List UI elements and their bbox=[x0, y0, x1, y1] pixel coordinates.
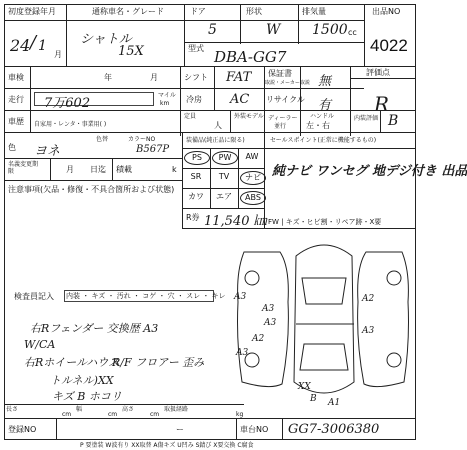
grid-line bbox=[4, 404, 244, 405]
mileage-label: 走行 bbox=[8, 95, 24, 104]
change-day: 日迄 bbox=[90, 165, 106, 174]
model-label: 型式 bbox=[188, 44, 204, 53]
ac-label: 冷房 bbox=[186, 95, 202, 104]
width-unit: cm bbox=[108, 411, 118, 418]
ac-value: AC bbox=[230, 92, 250, 107]
grid-line bbox=[380, 110, 381, 132]
note-line: トルネル)XX bbox=[50, 374, 114, 387]
note-line: 右Rフェンダー 交換歴 A3 bbox=[30, 322, 159, 335]
grid-line bbox=[350, 78, 416, 79]
equipment-item: PW bbox=[212, 151, 238, 165]
sales-label: セールスポイント(正常に機能するもの) bbox=[270, 137, 377, 144]
grid-line bbox=[238, 148, 239, 208]
recycle-label: リサイクル bbox=[266, 95, 305, 104]
grid-line bbox=[240, 4, 241, 44]
note-line: W/CA bbox=[24, 338, 56, 351]
first-reg-month: 1 bbox=[38, 38, 47, 54]
grid-line bbox=[182, 132, 183, 228]
reg-no-label: 登録NO bbox=[8, 425, 37, 434]
note-line: 右Rホイールハウス bbox=[24, 356, 119, 369]
interior-value: B bbox=[388, 113, 399, 129]
lot-number: 4022 bbox=[370, 36, 408, 55]
equipment-item: カワ bbox=[188, 192, 204, 201]
width-label: 幅 bbox=[76, 406, 83, 413]
kg-unit: kg bbox=[236, 411, 244, 418]
grid-line bbox=[210, 148, 211, 208]
grid-line bbox=[4, 180, 182, 181]
grid-line bbox=[182, 188, 264, 189]
damage-mark: A3 bbox=[234, 292, 247, 302]
damage-mark: A3 bbox=[236, 348, 249, 358]
first-reg-slash: / bbox=[30, 32, 37, 53]
history-label: 車歴 bbox=[8, 117, 24, 126]
model-value: DBA-GG7 bbox=[214, 48, 287, 66]
first-reg-year: 24 bbox=[10, 36, 31, 55]
first-reg-label: 初度登録年月 bbox=[8, 7, 56, 16]
note-line: キズ B ホコリ bbox=[52, 390, 122, 403]
change-month: 月 bbox=[66, 165, 74, 174]
car-damage-diagram bbox=[230, 232, 416, 410]
grid-line bbox=[4, 132, 416, 133]
car-name: シャトル bbox=[80, 32, 132, 47]
dealer-sub: 並行 bbox=[274, 123, 287, 130]
damage-legend-row: FW | キズ・ヒビ割・リペア跡・X要 bbox=[268, 218, 382, 226]
doors-value: 5 bbox=[208, 22, 217, 38]
grid-line bbox=[282, 418, 283, 440]
color-code-label: カラーNO bbox=[128, 136, 156, 143]
grid-line bbox=[180, 66, 181, 136]
handle-value: 左・右 bbox=[306, 121, 330, 130]
grid-line bbox=[182, 228, 416, 229]
damage-mark: A2 bbox=[362, 294, 375, 304]
grid-line bbox=[112, 158, 113, 180]
interior-label: 内装評価 bbox=[354, 115, 379, 122]
note-line: R/F フロアー 歪み bbox=[112, 356, 205, 369]
notes-label: 注意事項(欠品・修復・不具合箇所および状態) bbox=[8, 185, 175, 194]
grid-line bbox=[4, 158, 182, 159]
sales-handwritten: 純ナビ ワンセグ 地デジ付き 出品 bbox=[272, 164, 467, 179]
length-label: 長さ bbox=[6, 406, 19, 413]
color-code: B567P bbox=[136, 144, 170, 155]
grid-line bbox=[4, 66, 416, 67]
grid-line bbox=[184, 4, 185, 66]
car-grade: 15X bbox=[118, 44, 144, 59]
grid-line bbox=[50, 158, 51, 180]
change-label: 名義変更期限 bbox=[8, 161, 39, 175]
dealer-label: ディーラー bbox=[268, 115, 298, 122]
footer-legend: P 要塗装 W波有り XX取替 A傷キズ U凹み S錆び X要交換 C腐食 bbox=[80, 442, 254, 449]
damage-mark: A2 bbox=[252, 334, 265, 344]
km-unit: km bbox=[160, 100, 170, 107]
grid-line bbox=[184, 42, 364, 43]
grid-line bbox=[264, 66, 265, 136]
grid-line bbox=[182, 168, 264, 169]
equipment-item: ABS bbox=[240, 191, 266, 205]
exterior-label: 外装モデル bbox=[234, 113, 264, 120]
load-unit: k bbox=[172, 165, 177, 174]
handle-label: ハンドル bbox=[310, 113, 335, 120]
equipment-item: ナビ bbox=[240, 171, 266, 185]
grid-line bbox=[56, 418, 57, 440]
grid-line bbox=[182, 148, 416, 149]
lot-label: 出品NO bbox=[372, 7, 401, 16]
height-label: 高さ bbox=[122, 406, 135, 413]
grid-line bbox=[230, 110, 231, 132]
car-name-label: 通称車名・グレード bbox=[92, 7, 164, 16]
damage-mark: A3 bbox=[264, 318, 277, 328]
rsize-label: R券 bbox=[186, 213, 200, 222]
grid-line bbox=[4, 418, 416, 419]
grid-line bbox=[182, 208, 264, 209]
history-sub: 自家用・レンタ・事業用( ) bbox=[34, 121, 107, 128]
displacement-label: 排気量 bbox=[302, 7, 326, 16]
chassis-label: 車台NO bbox=[240, 425, 269, 434]
damage-mark: A1 bbox=[328, 398, 341, 408]
grid-line bbox=[350, 66, 351, 136]
warranty-sub: 取説・メーカー取説 bbox=[265, 80, 310, 86]
rating-value: R bbox=[374, 92, 390, 116]
capacity-label: 定員 bbox=[184, 113, 197, 120]
equipment-item: エア bbox=[216, 192, 232, 201]
equipment-item: TV bbox=[218, 172, 230, 181]
mileage-unit: マイル bbox=[158, 92, 176, 99]
rsize-value: 11,540 ㎞ bbox=[204, 214, 267, 229]
capacity-unit: 人 bbox=[214, 121, 222, 130]
equipment-label: 装備品(純正品に限る) bbox=[186, 137, 245, 144]
grid-line bbox=[236, 418, 237, 440]
reg-no-dash: ー bbox=[176, 425, 184, 434]
rating-label: 評価点 bbox=[366, 68, 390, 77]
shape-value: W bbox=[266, 22, 281, 38]
load-label: 積載 bbox=[116, 165, 132, 174]
warranty-value: 無 bbox=[318, 74, 332, 89]
equipment-item: PS bbox=[184, 151, 210, 165]
displacement-value: 1500 bbox=[312, 22, 348, 38]
inspection-month-unit: 月 bbox=[150, 73, 158, 82]
height-unit: cm bbox=[150, 411, 160, 418]
grid-line bbox=[364, 4, 365, 66]
recycle-value: 有 bbox=[318, 98, 332, 113]
grid-line bbox=[4, 88, 364, 89]
chassis-value: GG7-3006380 bbox=[288, 422, 380, 437]
shape-label: 形状 bbox=[246, 7, 262, 16]
damage-mark: B bbox=[310, 394, 317, 404]
warranty-label: 保証書 bbox=[268, 69, 292, 78]
damage-mark: A3 bbox=[262, 304, 275, 314]
length-unit: cm bbox=[62, 411, 72, 418]
grid-line bbox=[214, 66, 215, 110]
color-value: ヨネ bbox=[34, 144, 61, 159]
inspection-label: 車検 bbox=[8, 73, 24, 82]
inspector-options: 内装 ・ キズ ・ 汚れ ・ コゲ ・ 穴 ・ スレ ・ キレ bbox=[66, 292, 226, 300]
grid-line bbox=[298, 4, 299, 44]
displacement-unit: cc bbox=[348, 28, 357, 37]
inspection-year-unit: 年 bbox=[104, 73, 112, 82]
shift-value: FAT bbox=[226, 70, 252, 85]
inspector-label: 検査員記入 bbox=[14, 292, 54, 301]
shift-label: シフト bbox=[184, 73, 208, 82]
grid-line bbox=[30, 66, 31, 132]
mileage-value: 7万602 bbox=[44, 96, 91, 111]
damage-mark: A3 bbox=[362, 326, 375, 336]
first-reg-month-unit: 月 bbox=[54, 50, 62, 59]
equipment-item: AW bbox=[245, 152, 259, 161]
paint-label: 色替 bbox=[96, 136, 109, 143]
damage-mark: XX bbox=[298, 382, 311, 392]
grid-line bbox=[350, 110, 416, 111]
equipment-item: SR bbox=[190, 172, 202, 181]
grid-line bbox=[66, 4, 67, 66]
doors-label: ドア bbox=[190, 7, 206, 16]
color-label: 色 bbox=[8, 143, 16, 152]
tax-label: 取扱経路 bbox=[164, 406, 189, 413]
